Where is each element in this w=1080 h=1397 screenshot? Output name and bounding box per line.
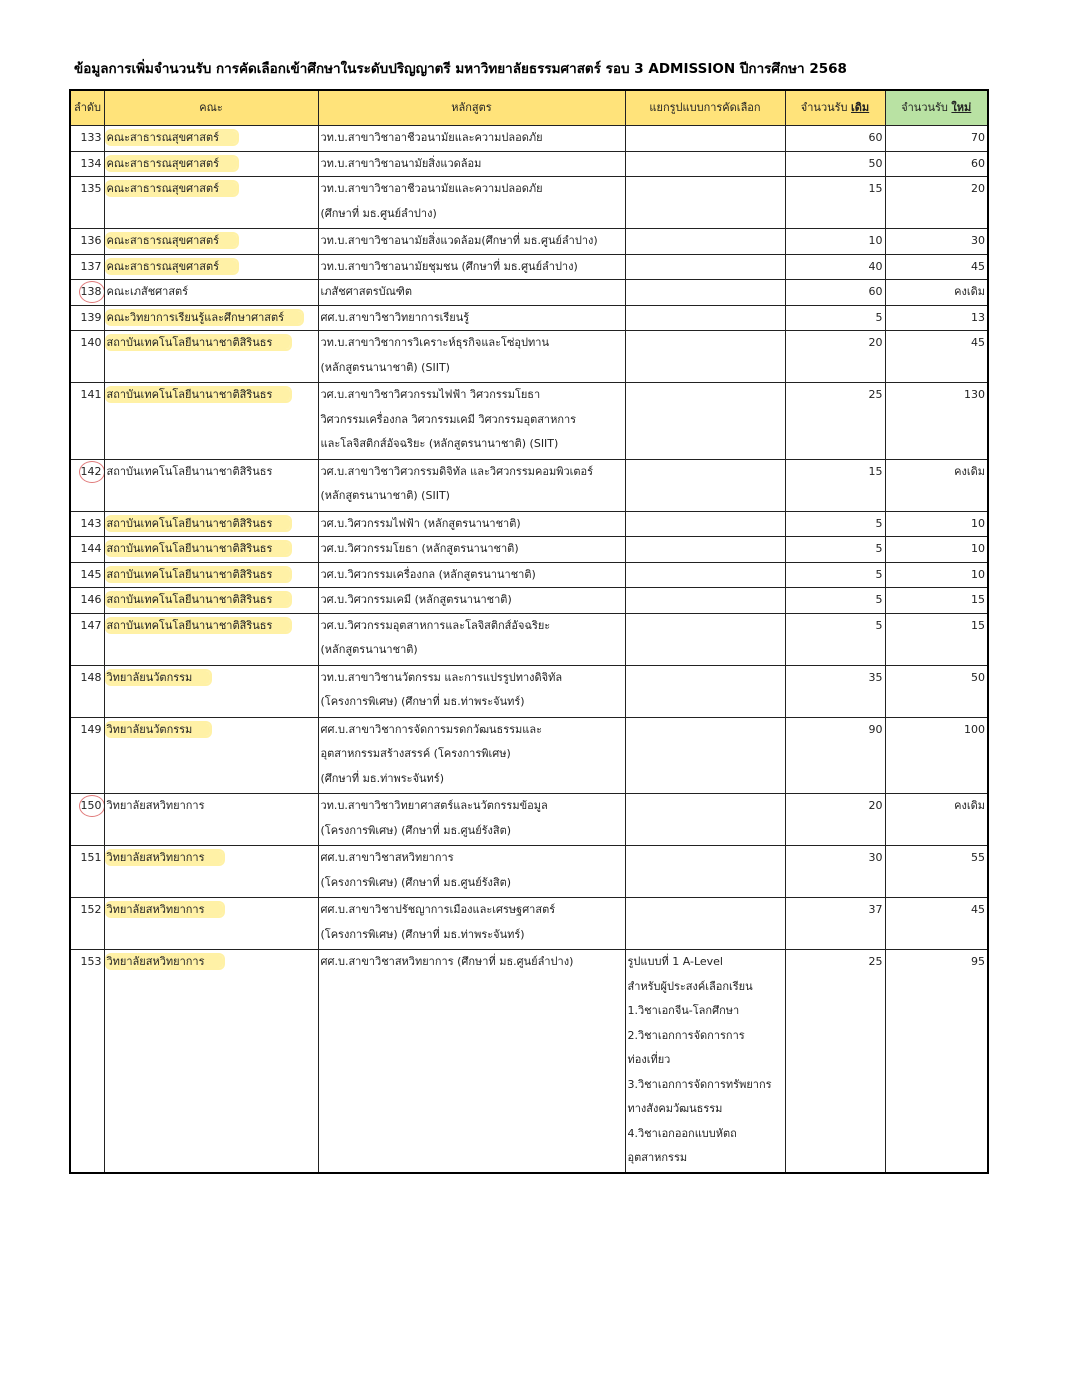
old-quota-cell: 20 [785,331,885,383]
row-number [70,511,104,537]
table-row [70,280,988,306]
faculty-name: วิทยาลัยนวัตกรรม [107,671,211,684]
table-row [70,846,988,898]
program-line: วท.บ.สาขาวิชาการวิเคราะห์ธุรกิจและโซ่อุปทาน [320,336,549,349]
row-number [70,562,104,588]
header-new-prefix: จำนวนรับ [901,101,948,114]
row-number-text: 139 [80,310,102,324]
program-line: (หลักสูตรนานาชาติ) [320,643,418,656]
table-row [70,950,988,1174]
table-row [70,588,988,614]
row-number [70,794,104,846]
faculty-name: วิทยาลัยนวัตกรรม [107,723,211,736]
faculty-name: สถาบันเทคโนโลยีนานาชาติสิรินธร [106,464,273,478]
row-number-text: 133 [80,131,102,144]
faculty-cell [104,126,318,152]
program-line: วท.บ.สาขาวิชาอนามัยสิ่งแวดล้อม(ศึกษาที่ มธ.ศูนย์ลำปาง) [320,234,598,247]
faculty-name: วิทยาลัยสหวิทยาการ [107,903,223,916]
program-cell [318,846,625,898]
faculty-name: คณะสาธารณสุขศาสตร์ [107,260,238,273]
program-cell [318,562,625,588]
selection-mode-cell [625,305,785,331]
new-quota-cell: คงเดิม [885,459,988,511]
row-number-text: 147 [80,618,102,632]
faculty-name: สถาบันเทคโนโลยีนานาชาติสิรินธร [107,336,291,349]
new-quota-cell: คงเดิม [885,794,988,846]
old-quota-cell: 15 [785,459,885,511]
program-line: ศศ.บ.สาขาวิชาวิทยาการเรียนรู้ [320,310,470,324]
faculty-name: คณะวิทยาการเรียนรู้และศึกษาศาสตร์ [107,311,303,324]
new-quota-cell: 100 [885,717,988,794]
program-line: วิศวกรรมเครื่องกล วิศวกรรมเคมี วิศวกรรมอุตสาหการ [320,412,577,426]
document-title: ข้อมูลการเพิ่มจำนวนรับ การคัดเลือกเข้าศึกษาในระดับปริญญาตรี มหาวิทยาลัยธรรมศาสตร์ รอบ 3 ADMISSION ปีการศึกษา 2568 [74,61,847,77]
row-number-text: 153 [80,955,102,968]
program-line: วท.บ.สาขาวิชาอาชีวอนามัยและความปลอดภัย [320,131,543,144]
program-cell [318,305,625,331]
row-number [70,588,104,614]
selection-mode-cell [625,950,785,1174]
row-number-text: 136 [80,234,102,247]
old-quota-cell: 15 [785,177,885,229]
faculty-name: สถาบันเทคโนโลยีนานาชาติสิรินธร [107,388,291,401]
row-number-text: 142 [80,464,102,478]
program-line: วท.บ.สาขาวิชานวัตกรรม และการแปรรูปทางดิจิทัล [320,670,563,684]
selection-mode-line: 2.วิชาเอกการจัดการการ [627,1028,745,1042]
old-quota-cell: 5 [785,511,885,537]
program-line: (โครงการพิเศษ) (ศึกษาที่ มธ.ท่าพระจันทร์) [320,927,525,941]
new-quota-cell: 10 [885,537,988,563]
selection-mode-line: ทางสังคมวัฒนธรรม [627,1102,723,1115]
faculty-cell [104,794,318,846]
faculty-name: คณะเภสัชศาสตร์ [106,285,189,298]
faculty-name: สถาบันเทคโนโลยีนานาชาติสิรินธร [107,542,291,555]
header-old-word: เดิม [851,101,870,114]
program-cell [318,151,625,177]
faculty-cell [104,613,318,665]
selection-mode-cell [625,280,785,306]
program-cell [318,177,625,229]
program-cell [318,511,625,537]
row-number-text: 141 [80,388,102,401]
table-row [70,177,988,229]
old-quota-cell: 5 [785,613,885,665]
selection-mode-cell [625,665,785,717]
faculty-name: สถาบันเทคโนโลยีนานาชาติสิรินธร [107,568,291,581]
new-quota-cell: 50 [885,665,988,717]
old-quota-cell: 25 [785,383,885,460]
program-line: วท.บ.สาขาวิชาวิทยาศาสตร์และนวัตกรรมข้อมูล [320,799,548,812]
new-quota-cell: 15 [885,588,988,614]
selection-mode-line: 3.วิชาเอกการจัดการทรัพยากร [627,1077,772,1091]
table-row [70,126,988,152]
program-line: วศ.บ.วิศวกรรมไฟฟ้า (หลักสูตรนานาชาติ) [320,516,521,530]
old-quota-cell: 10 [785,229,885,255]
program-line: วท.บ.สาขาวิชาอนามัยสิ่งแวดล้อม [320,156,482,170]
faculty-name: คณะสาธารณสุขศาสตร์ [107,157,238,170]
program-line: วศ.บ.วิศวกรรมอุตสาหการและโลจิสติกส์อัจฉริยะ [320,618,551,632]
program-cell [318,665,625,717]
faculty-name: คณะสาธารณสุขศาสตร์ [107,234,238,247]
row-number [70,846,104,898]
program-line: และโลจิสติกส์อัจฉริยะ (หลักสูตรนานาชาติ) (SIIT) [320,437,559,450]
new-quota-cell: คงเดิม [885,280,988,306]
row-number-text: 140 [80,336,102,349]
row-number [70,331,104,383]
table-row [70,898,988,950]
row-number [70,665,104,717]
table-row [70,537,988,563]
program-cell [318,280,625,306]
program-cell [318,229,625,255]
row-number [70,537,104,563]
selection-mode-line: 1.วิชาเอกจีน-โลกศึกษา [627,1004,740,1017]
faculty-cell [104,950,318,1174]
program-line: อุตสาหกรรมสร้างสรรค์ (โครงการพิเศษ) [320,747,511,760]
faculty-cell [104,562,318,588]
old-quota-cell: 60 [785,126,885,152]
faculty-name: สถาบันเทคโนโลยีนานาชาติสิรินธร [107,517,291,530]
selection-mode-cell [625,537,785,563]
faculty-cell [104,331,318,383]
row-number-text: 134 [80,156,102,170]
program-line: วศ.บ.วิศวกรรมเครื่องกล (หลักสูตรนานาชาติ) [320,567,536,581]
selection-mode-cell [625,126,785,152]
program-line: วศ.บ.สาขาวิชาวิศวกรรมดิจิทัล และวิศวกรรมคอมพิวเตอร์ [320,464,594,478]
row-number-text: 150 [80,799,102,812]
selection-mode-cell [625,383,785,460]
program-cell [318,588,625,614]
old-quota-cell: 25 [785,950,885,1174]
program-line: ศศ.บ.สาขาวิชาสหวิทยาการ (ศึกษาที่ มธ.ศูนย์ลำปาง) [320,955,574,968]
row-number-text: 143 [80,516,102,530]
row-number-text: 151 [80,851,102,864]
row-number [70,305,104,331]
faculty-name: สถาบันเทคโนโลยีนานาชาติสิรินธร [107,593,291,606]
row-number-text: 148 [80,670,102,684]
table-row [70,305,988,331]
faculty-cell [104,229,318,255]
program-line: วศ.บ.วิศวกรรมเคมี (หลักสูตรนานาชาติ) [320,593,512,606]
row-number [70,459,104,511]
faculty-cell [104,511,318,537]
row-number [70,254,104,280]
selection-mode-cell [625,331,785,383]
selection-mode-line: รูปแบบที่ 1 A-Level [627,955,723,968]
selection-mode-cell [625,177,785,229]
program-cell [318,950,625,1174]
table-row [70,794,988,846]
new-quota-cell: 10 [885,562,988,588]
old-quota-cell: 40 [785,254,885,280]
program-line: (โครงการพิเศษ) (ศึกษาที่ มธ.ศูนย์รังสิต) [320,823,512,837]
old-quota-cell: 5 [785,562,885,588]
selection-mode-cell [625,898,785,950]
program-line: ศศ.บ.สาขาวิชาสหวิทยาการ [320,851,454,864]
faculty-cell [104,588,318,614]
row-number-text: 138 [80,285,102,298]
new-quota-cell: 45 [885,331,988,383]
program-cell [318,126,625,152]
program-line: วศ.บ.วิศวกรรมโยธา (หลักสูตรนานาชาติ) [320,542,519,555]
program-cell [318,383,625,460]
faculty-name: วิทยาลัยสหวิทยาการ [107,955,223,968]
program-line: วศ.บ.สาขาวิชาวิศวกรรมไฟฟ้า วิศวกรรมโยธา [320,388,541,401]
program-line: วท.บ.สาขาวิชาอาชีวอนามัยและความปลอดภัย [320,182,543,195]
new-quota-cell: 60 [885,151,988,177]
old-quota-cell: 50 [785,151,885,177]
new-quota-cell: 30 [885,229,988,255]
header-old-prefix: จำนวนรับ [800,101,848,114]
faculty-cell [104,665,318,717]
header-selection-mode: แยกรูปแบบการคัดเลือก [625,90,785,126]
table-row [70,511,988,537]
header-new-quota [885,90,988,126]
selection-mode-cell [625,562,785,588]
selection-mode-cell [625,613,785,665]
faculty-cell [104,846,318,898]
program-line: (ศึกษาที่ มธ.ท่าพระจันทร์) [320,771,444,785]
table-body [70,126,988,1174]
table-row [70,613,988,665]
program-cell [318,459,625,511]
program-cell [318,898,625,950]
old-quota-cell: 37 [785,898,885,950]
table-row [70,562,988,588]
faculty-cell [104,537,318,563]
row-number [70,898,104,950]
old-quota-cell: 60 [785,280,885,306]
program-line: (ศึกษาที่ มธ.ศูนย์ลำปาง) [320,206,437,220]
row-number-text: 137 [80,259,102,273]
program-cell [318,537,625,563]
row-number-text: 146 [80,593,102,606]
faculty-cell [104,459,318,511]
row-number-text: 152 [80,903,102,916]
table-row [70,459,988,511]
program-line: เภสัชศาสตรบัณฑิต [320,285,413,298]
row-number-text: 149 [80,722,102,736]
row-number-text: 135 [80,182,102,195]
new-quota-cell: 55 [885,846,988,898]
faculty-name: คณะสาธารณสุขศาสตร์ [107,182,238,195]
table-row [70,717,988,794]
row-number-text: 145 [80,567,102,581]
program-line: ศศ.บ.สาขาวิชาการจัดการมรดกวัฒนธรรมและ [320,722,543,736]
new-quota-cell: 45 [885,254,988,280]
program-line: (หลักสูตรนานาชาติ) (SIIT) [320,360,450,374]
program-line: (โครงการพิเศษ) (ศึกษาที่ มธ.ศูนย์รังสิต) [320,875,512,889]
row-number [70,280,104,306]
new-quota-cell: 20 [885,177,988,229]
selection-mode-cell [625,229,785,255]
row-number [70,950,104,1174]
old-quota-cell: 5 [785,537,885,563]
table-row [70,254,988,280]
admission-quota-table [69,89,989,1174]
old-quota-cell: 30 [785,846,885,898]
faculty-cell [104,177,318,229]
header-new-word: ใหม่ [951,101,972,114]
row-number [70,613,104,665]
old-quota-cell: 5 [785,588,885,614]
table-row [70,665,988,717]
program-cell [318,331,625,383]
new-quota-cell: 95 [885,950,988,1174]
faculty-name: สถาบันเทคโนโลยีนานาชาติสิรินธร [107,619,291,632]
new-quota-cell: 70 [885,126,988,152]
faculty-cell [104,898,318,950]
selection-mode-cell [625,846,785,898]
faculty-cell [104,717,318,794]
program-cell [318,794,625,846]
faculty-cell [104,383,318,460]
row-number [70,383,104,460]
old-quota-cell: 90 [785,717,885,794]
header-no: ลำดับ [70,90,104,126]
faculty-name: วิทยาลัยสหวิทยาการ [106,799,205,812]
new-quota-cell: 45 [885,898,988,950]
new-quota-cell: 130 [885,383,988,460]
selection-mode-cell [625,151,785,177]
row-number [70,229,104,255]
selection-mode-cell [625,794,785,846]
row-number [70,151,104,177]
table-row [70,151,988,177]
faculty-name: คณะสาธารณสุขศาสตร์ [107,131,238,144]
table-header-row [70,90,988,126]
selection-mode-line: อุตสาหกรรม [627,1151,688,1164]
program-line: (หลักสูตรนานาชาติ) (SIIT) [320,489,450,502]
selection-mode-cell [625,588,785,614]
new-quota-cell: 13 [885,305,988,331]
faculty-cell [104,305,318,331]
selection-mode-cell [625,717,785,794]
program-line: (โครงการพิเศษ) (ศึกษาที่ มธ.ท่าพระจันทร์) [320,695,525,708]
faculty-cell [104,280,318,306]
header-faculty: คณะ [104,90,318,126]
table-row [70,331,988,383]
faculty-cell [104,151,318,177]
program-cell [318,254,625,280]
selection-mode-cell [625,459,785,511]
faculty-cell [104,254,318,280]
program-line: วท.บ.สาขาวิชาอนามัยชุมชน (ศึกษาที่ มธ.ศูนย์ลำปาง) [320,259,578,273]
selection-mode-cell [625,254,785,280]
program-cell [318,717,625,794]
program-line: ศศ.บ.สาขาวิชาปรัชญาการเมืองและเศรษฐศาสตร์ [320,903,556,916]
old-quota-cell: 20 [785,794,885,846]
program-cell [318,613,625,665]
old-quota-cell: 35 [785,665,885,717]
selection-mode-cell [625,511,785,537]
selection-mode-line: สำหรับผู้ประสงค์เลือกเรียน [627,979,753,993]
selection-mode-line: ท่องเที่ยว [627,1053,671,1066]
header-old-quota [785,90,885,126]
old-quota-cell: 5 [785,305,885,331]
row-number [70,126,104,152]
faculty-name: วิทยาลัยสหวิทยาการ [107,851,223,864]
selection-mode-line: 4.วิชาเอกออกแบบหัตถ [627,1126,737,1140]
row-number [70,717,104,794]
table-row [70,383,988,460]
new-quota-cell: 15 [885,613,988,665]
row-number-text: 144 [80,542,102,555]
header-program: หลักสูตร [318,90,625,126]
new-quota-cell: 10 [885,511,988,537]
row-number [70,177,104,229]
table-row [70,229,988,255]
